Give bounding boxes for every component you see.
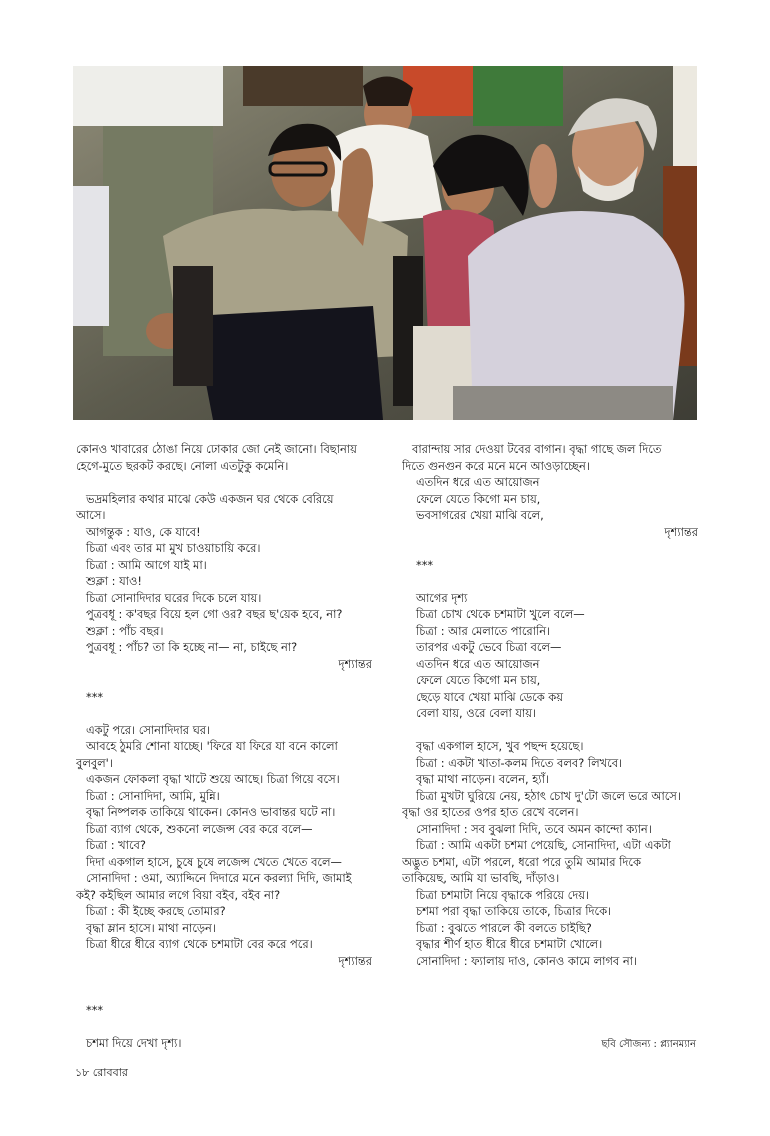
text-line: হেগে-মুতে ছরকট করছে। নোলা এতটুকু কমেনি। [76,458,289,473]
text-line: দৃশ্যান্তর [338,953,372,968]
text-line: চিত্রা : আমি আগে যাই মা। [86,557,207,572]
text-line: দিতে গুনগুন করে মনে মনে আওড়াচ্ছেন। [402,458,590,473]
text-line: দিদা একগাল হাসে, চুষে চুষে লজেন্স খেতে খেতে বলে— [86,854,342,869]
text-line: চিত্রা চোখ থেকে চশমাটা খুলে বলে— [416,607,585,621]
text-line: চিত্রা ব্যাগ থেকে, শুকনো লজেন্স বের করে বলে— [86,821,313,836]
text-line: আগন্তুক : যাও, কে যাবে! [86,524,201,539]
page-folio: ১৮ রোববার [75,1066,128,1079]
text-line: বুলবুল'। [76,755,113,770]
article-column-left [76,441,372,1052]
text-line: *** [86,689,104,704]
text-line: বৃদ্ধা একগাল হাসে, খুব পছন্দ হয়েছে। [416,739,584,753]
text-line: চিত্রা : সোনাদিদা, আমি, মুন্নি। [86,788,220,803]
text-line: ভদ্রমহিলার কথার মাঝে কেউ একজন ঘর থেকে বেরিয়ে [86,491,334,506]
paragraph-gap [76,474,372,491]
text-line: ফেলে যেতে কিগো মন চায়, [416,491,541,506]
text-line: একজন ফোকলা বৃদ্ধা খাটে শুয়ে আছে। চিত্রা গিয়ে বসে। [86,772,340,786]
text-line: বৃদ্ধা নিষ্পলক তাকিয়ে থাকেন। কোনও ভাবান্তর ঘটে না। [86,805,336,819]
text-line: চিত্রা চশমাটা নিয়ে বৃদ্ধাকে পরিয়ে দেয়। [416,887,590,902]
text-line: ফেলে যেতে কিগো মন চায়, [416,673,541,687]
text-line: এতদিন ধরে এত আয়োজন [416,656,540,671]
text-line: আসে। [76,508,106,522]
paragraph-gap [76,1019,372,1036]
text-line: চিত্রা : একটা খাতা-কলম দিতে বলব? লিখবে। [416,755,623,770]
text-line: দৃশ্যান্তর [338,656,372,671]
text-line: অদ্ভুত চশমা, এটা পরলে, ধরো পরে তুমি আমার দিকে [402,854,641,869]
paragraph-gap [76,705,372,722]
text-line: ছেড়ে যাবে খেয়া মাঝি ডেকে কয় [416,689,563,704]
text-line: তারপর একটু ভেবে চিত্রা বলে— [416,640,562,654]
paragraph-gap [402,722,698,739]
text-line: চিত্রা এবং তার মা মুখ চাওয়াচায়ি করে। [86,541,261,555]
text-line: আবহে ঠুমরি শোনা যাচ্ছে। 'ফিরে যা ফিরে যা বনে কালো [86,739,338,753]
paragraph-gap [76,672,372,689]
text-line: বেলা যায়, ওরে বেলা যায়। [416,706,537,720]
text-line: চিত্রা সোনাদিদার ঘরের দিকে চলে যায়। [86,590,262,605]
paragraph-gap [76,986,372,1003]
text-line: কোনও খাবারের ঠোঙা নিয়ে ঢোকার জো নেই জানো। বিছানায় [76,442,357,456]
text-line: চশমা দিয়ে দেখা দৃশ্য। [86,1036,182,1050]
paragraph-gap [76,969,372,986]
text-line: দৃশ্যান্তর [664,524,698,539]
text-line: বৃদ্ধা ওর হাতের ওপর হাত রেখে বলেন। [402,805,579,819]
text-line: তাকিয়েছ, আমি যা ভাবছি, দাঁড়াও। [402,871,560,885]
text-line: *** [86,1003,104,1017]
text-line: সোনাদিদা : ওমা, অ্যাদ্দিনে দিদারে মনে করল্যা দিদি, জামাই [86,871,352,885]
text-line: পুত্রবধূ : ক'বছর বিয়ে হল গো ওর? বছর ছ'য়েক হবে, না? [86,607,343,621]
text-line: চিত্রা : বুঝতে পারলে কী বলতে চাইছি? [416,920,592,935]
text-line: বারান্দায় সার দেওয়া টবের বাগান। বৃদ্ধা গাছে জল দিতে [412,442,662,456]
text-line: চিত্রা : খাবে? [86,838,146,852]
text-line: এতদিন ধরে এত আয়োজন [416,475,540,489]
text-line: একটু পরে। সোনাদিদার ঘর। [86,722,211,737]
text-line: আগের দৃশ্য [416,590,468,605]
article-photo [73,66,697,420]
text-line: সোনাদিদা : সব বুঝলা দিদি, তবে অমন কান্দো ক্যান। [416,821,652,836]
text-line: কই? কইছিল আমার লগে বিয়া বইব, বইব না? [76,887,281,902]
text-line: চশমা পরা বৃদ্ধা তাকিয়ে তাকে, চিত্রার দিকে। [416,904,612,918]
text-line: বৃদ্ধার শীর্ণ হাত ধীরে ধীরে চশমাটা খোলে। [416,937,603,951]
text-line: *** [416,557,434,572]
photo-credit: ছবি সৌজন্য : প্ল্যানম্যান [601,1039,696,1050]
text-line: চিত্রা : কী ইচ্ছে করছে তোমার? [86,904,226,918]
text-line: শুক্লা : যাও! [86,574,142,588]
text-line: ভবসাগরের খেয়া মাঝি বলে, [416,508,544,522]
text-line: শুক্লা : পাঁচ বছর। [86,623,164,638]
text-line: বৃদ্ধা মাথা নাড়েন। বলেন, হ্যাঁ। [416,772,549,786]
article-column-right [402,441,698,969]
text-line: বৃদ্ধা ম্লান হাসে। মাথা নাড়েন। [86,920,216,935]
text-line: চিত্রা ধীরে ধীরে ব্যাগ থেকে চশমাটা বের করে পরে। [86,937,313,951]
text-line: পুত্রবধূ : পাঁচ? তা কি হচ্ছে না— না, চাইছে না? [86,640,298,654]
paragraph-gap [402,573,698,590]
text-line: চিত্রা মুখটা ঘুরিয়ে নেয়, হঠাৎ চোখ দু'টো জলে ভরে আসে। [416,788,681,803]
paragraph-gap [402,540,698,557]
text-line: চিত্রা : আমি একটা চশমা পেয়েছি, সোনাদিদা, এটা একটা [416,838,671,852]
text-line: সোনাদিদা : ফ্যালায় দাও, কোনও কামে লাগব না। [416,953,638,968]
text-line: চিত্রা : আর মেলাতে পারোনি। [416,623,551,638]
